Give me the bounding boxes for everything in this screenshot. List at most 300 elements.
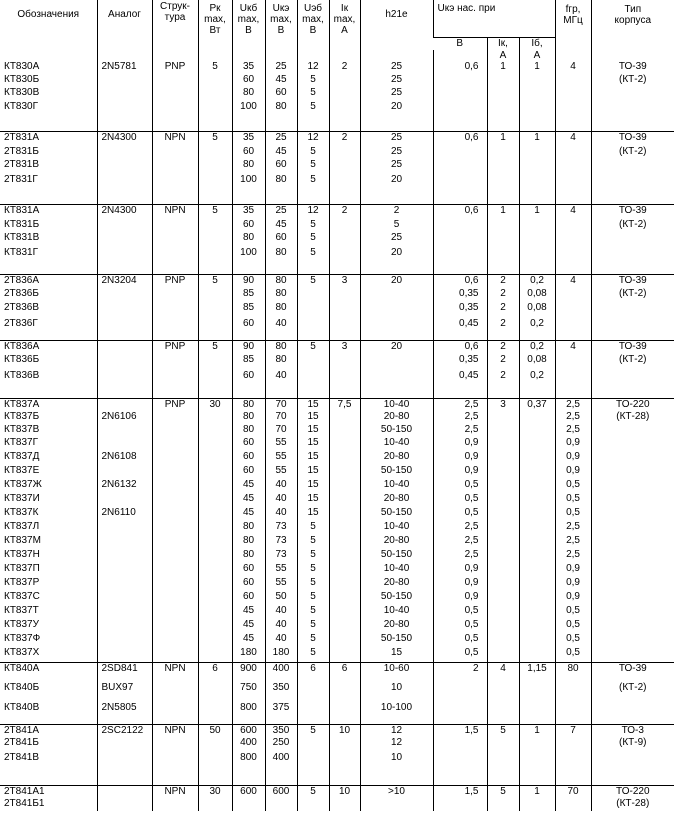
cell-structure: [152, 288, 198, 302]
cell-package: ТО-39: [591, 204, 674, 219]
cell-designation: КТ836Б: [4, 354, 40, 365]
cell-ik: [329, 232, 360, 247]
cell-pk: [198, 577, 232, 591]
cell-ft: [555, 682, 591, 702]
header-ik: Iк max, А: [329, 0, 360, 50]
cell-ic: [487, 437, 519, 451]
cell-structure: [152, 465, 198, 479]
cell-analog: [97, 549, 152, 563]
cell-designation: КТ837Н: [4, 549, 40, 560]
cell-ueb: 5: [297, 74, 329, 87]
cell-analog: [97, 785, 152, 798]
header-spacer: [97, 50, 152, 61]
cell-ik: [329, 411, 360, 424]
cell-structure: [152, 411, 198, 424]
cell-ft: [555, 354, 591, 370]
cell-ueb: 15: [297, 411, 329, 424]
cell-structure: [152, 479, 198, 493]
table-row: [0, 146, 674, 159]
cell-uke: 40: [265, 633, 297, 647]
header-spacer: [433, 50, 487, 61]
cell-ib: [519, 737, 555, 752]
cell-package: [591, 647, 674, 662]
cell-ukb: 80: [232, 398, 265, 411]
cell-vce-sat: 0,9: [433, 451, 487, 465]
cell-ic: [487, 521, 519, 535]
cell-ft: 0,9: [555, 451, 591, 465]
cell-ft: 80: [555, 662, 591, 682]
cell-ik: [329, 87, 360, 101]
cell-ueb: [297, 318, 329, 340]
cell-pk: [198, 535, 232, 549]
cell-ft: 0,5: [555, 493, 591, 507]
cell-uke: 55: [265, 465, 297, 479]
header-ueb: Uэб max, В: [297, 0, 329, 50]
cell-vce-sat: [433, 702, 487, 724]
cell-package: ТО-39: [591, 61, 674, 74]
cell-designation: КТ837И: [4, 493, 40, 504]
cell-vce-sat: 0,5: [433, 619, 487, 633]
table-row: [0, 737, 674, 752]
cell-ukb: 80: [232, 232, 265, 247]
cell-structure: [152, 219, 198, 232]
header-vcesat-group: Uкэ нас. при: [433, 0, 555, 38]
cell-uke: 350: [265, 724, 297, 737]
cell-ic: 2: [487, 354, 519, 370]
cell-pk: 30: [198, 785, 232, 798]
cell-vce-sat: 0,5: [433, 493, 487, 507]
cell-analog: [97, 370, 152, 398]
cell-ic: [487, 605, 519, 619]
table-header: [0, 0, 674, 61]
table-row: [0, 785, 674, 798]
cell-ueb: 12: [297, 204, 329, 219]
cell-ft: 0,9: [555, 437, 591, 451]
cell-ukb: 80: [232, 549, 265, 563]
cell-ib: [519, 74, 555, 87]
cell-ic: 1: [487, 61, 519, 74]
cell-uke: 350: [265, 682, 297, 702]
cell-ft: [555, 219, 591, 232]
cell-ukb: 90: [232, 340, 265, 354]
cell-ueb: 5: [297, 619, 329, 633]
cell-ik: [329, 507, 360, 521]
cell-ic: 1: [487, 204, 519, 219]
cell-pk: [198, 798, 232, 811]
table-row: [0, 232, 674, 247]
cell-ik: 3: [329, 340, 360, 354]
cell-ueb: 5: [297, 232, 329, 247]
header-spacer: [360, 50, 433, 61]
cell-ukb: 60: [232, 370, 265, 398]
cell-ik: 7,5: [329, 398, 360, 411]
cell-ukb: 45: [232, 493, 265, 507]
cell-pk: [198, 370, 232, 398]
cell-ueb: 5: [297, 247, 329, 274]
cell-ib: [519, 535, 555, 549]
cell-ik: 3: [329, 274, 360, 288]
cell-structure: PNP: [152, 61, 198, 74]
cell-uke: 60: [265, 87, 297, 101]
cell-analog: [97, 465, 152, 479]
cell-analog: [97, 159, 152, 174]
cell-ik: 2: [329, 61, 360, 74]
cell-analog: 2N5781: [97, 61, 152, 74]
cell-vce-sat: 0,6: [433, 204, 487, 219]
cell-structure: [152, 737, 198, 752]
table-row: [0, 493, 674, 507]
cell-pk: [198, 101, 232, 131]
cell-ic: [487, 174, 519, 204]
cell-designation: КТ837У: [4, 619, 39, 630]
cell-package: (КТ-2): [591, 354, 674, 370]
cell-ik: [329, 591, 360, 605]
cell-designation: КТ837Т: [4, 605, 39, 616]
cell-ueb: 5: [297, 274, 329, 288]
cell-ic: [487, 465, 519, 479]
cell-uke: 40: [265, 370, 297, 398]
cell-ic: [487, 752, 519, 785]
cell-structure: NPN: [152, 785, 198, 798]
cell-vce-sat: 0,45: [433, 370, 487, 398]
cell-h21e: 20-80: [360, 493, 433, 507]
cell-ueb: 5: [297, 340, 329, 354]
cell-ic: [487, 798, 519, 811]
cell-ic: [487, 451, 519, 465]
cell-analog: [97, 219, 152, 232]
cell-ueb: 5: [297, 159, 329, 174]
header-spacer: [265, 50, 297, 61]
cell-vce-sat: 0,35: [433, 302, 487, 318]
cell-package: [591, 318, 674, 340]
cell-ukb: 80: [232, 411, 265, 424]
cell-ukb: 85: [232, 302, 265, 318]
cell-vce-sat: 0,6: [433, 274, 487, 288]
cell-package: [591, 370, 674, 398]
cell-vce-sat: 0,5: [433, 605, 487, 619]
cell-ft: 2,5: [555, 424, 591, 437]
header-structure: Струк- тура: [152, 0, 198, 50]
cell-pk: [198, 493, 232, 507]
cell-ukb: 750: [232, 682, 265, 702]
cell-ft: [555, 146, 591, 159]
cell-structure: [152, 174, 198, 204]
cell-vce-sat: [433, 247, 487, 274]
cell-ukb: 80: [232, 87, 265, 101]
cell-ik: [329, 702, 360, 724]
cell-ik: [329, 74, 360, 87]
cell-ic: [487, 411, 519, 424]
cell-structure: [152, 507, 198, 521]
header-h21e: h21e: [360, 0, 433, 50]
cell-designation: 2Т836В: [4, 302, 40, 313]
cell-pk: [198, 521, 232, 535]
cell-pk: 50: [198, 724, 232, 737]
cell-h21e: 10-40: [360, 605, 433, 619]
cell-ik: [329, 752, 360, 785]
cell-ukb: 45: [232, 633, 265, 647]
table-body: [0, 61, 674, 811]
cell-ft: [555, 232, 591, 247]
cell-analog: 2N4300: [97, 204, 152, 219]
cell-structure: [152, 302, 198, 318]
cell-ukb: 80: [232, 424, 265, 437]
cell-uke: 25: [265, 204, 297, 219]
cell-ik: [329, 605, 360, 619]
cell-uke: 73: [265, 535, 297, 549]
cell-ft: 7: [555, 724, 591, 737]
cell-h21e: [360, 798, 433, 811]
cell-ueb: 5: [297, 535, 329, 549]
cell-ukb: 60: [232, 74, 265, 87]
cell-package: ТО-39: [591, 274, 674, 288]
cell-h21e: 10-40: [360, 437, 433, 451]
cell-ft: 0,9: [555, 577, 591, 591]
cell-package: [591, 563, 674, 577]
cell-ik: [329, 370, 360, 398]
cell-analog: [97, 737, 152, 752]
cell-pk: 5: [198, 131, 232, 146]
cell-ik: [329, 465, 360, 479]
cell-designation: КТ840Б: [4, 682, 40, 693]
cell-ic: [487, 507, 519, 521]
header-uke: Uкэ max, В: [265, 0, 297, 50]
header-spacer: А: [519, 50, 555, 61]
cell-vce-sat: [433, 798, 487, 811]
cell-structure: [152, 87, 198, 101]
cell-h21e: 10: [360, 752, 433, 785]
cell-h21e: 10-40: [360, 521, 433, 535]
cell-ic: [487, 737, 519, 752]
cell-ukb: 60: [232, 451, 265, 465]
cell-ib: [519, 87, 555, 101]
cell-analog: [97, 493, 152, 507]
cell-package: [591, 577, 674, 591]
cell-ib: 0,08: [519, 302, 555, 318]
cell-package: ТО-39: [591, 662, 674, 682]
cell-package: [591, 752, 674, 785]
cell-analog: 2N4300: [97, 131, 152, 146]
cell-designation: КТ837Г: [4, 437, 39, 448]
cell-h21e: 25: [360, 146, 433, 159]
table-row: [0, 354, 674, 370]
cell-package: (КТ-28): [591, 411, 674, 424]
cell-vce-sat: [433, 101, 487, 131]
cell-ueb: 5: [297, 563, 329, 577]
cell-h21e: 10-60: [360, 662, 433, 682]
cell-ueb: 5: [297, 633, 329, 647]
cell-h21e: 20: [360, 340, 433, 354]
cell-structure: [152, 354, 198, 370]
cell-ukb: 45: [232, 605, 265, 619]
cell-ib: [519, 521, 555, 535]
cell-structure: [152, 605, 198, 619]
cell-structure: [152, 437, 198, 451]
cell-ic: [487, 74, 519, 87]
cell-h21e: >10: [360, 785, 433, 798]
cell-ik: 2: [329, 204, 360, 219]
cell-ueb: 15: [297, 507, 329, 521]
cell-pk: [198, 354, 232, 370]
cell-uke: 40: [265, 493, 297, 507]
cell-ik: [329, 247, 360, 274]
cell-pk: [198, 647, 232, 662]
table-row: [0, 219, 674, 232]
cell-uke: 80: [265, 302, 297, 318]
cell-h21e: 20-80: [360, 411, 433, 424]
cell-package: (КТ-2): [591, 219, 674, 232]
header-name: Обозначения: [17, 9, 80, 20]
table-row: [0, 398, 674, 411]
cell-uke: 55: [265, 577, 297, 591]
cell-ib: [519, 752, 555, 785]
cell-ukb: 100: [232, 247, 265, 274]
cell-designation: КТ837С: [4, 591, 40, 602]
cell-ft: 4: [555, 274, 591, 288]
cell-ueb: [297, 370, 329, 398]
cell-vce-sat: [433, 219, 487, 232]
cell-designation: КТ837А: [0, 398, 97, 411]
cell-pk: [198, 288, 232, 302]
cell-pk: [198, 74, 232, 87]
cell-ic: [487, 633, 519, 647]
cell-ft: [555, 302, 591, 318]
cell-structure: [152, 74, 198, 87]
cell-uke: [265, 798, 297, 811]
cell-vce-sat: 0,9: [433, 437, 487, 451]
table-row: [0, 411, 674, 424]
cell-uke: 80: [265, 354, 297, 370]
cell-vce-sat: 0,35: [433, 288, 487, 302]
cell-ic: [487, 159, 519, 174]
cell-designation: КТ837П: [4, 563, 40, 574]
cell-uke: 55: [265, 437, 297, 451]
cell-pk: [198, 146, 232, 159]
cell-structure: [152, 370, 198, 398]
cell-analog: [97, 563, 152, 577]
cell-package: [591, 437, 674, 451]
cell-ik: [329, 682, 360, 702]
cell-h21e: 50-150: [360, 633, 433, 647]
cell-structure: [152, 318, 198, 340]
cell-ib: [519, 159, 555, 174]
table-row: [0, 702, 674, 724]
cell-package: ТО-220: [591, 785, 674, 798]
cell-structure: [152, 798, 198, 811]
cell-designation: КТ830В: [4, 87, 40, 98]
cell-ib: [519, 507, 555, 521]
cell-ft: 4: [555, 340, 591, 354]
cell-ib: [519, 577, 555, 591]
cell-pk: [198, 159, 232, 174]
cell-pk: [198, 302, 232, 318]
cell-ft: [555, 370, 591, 398]
cell-designation: КТ837Д: [4, 451, 40, 462]
table-row: [0, 619, 674, 633]
header-spacer: [232, 50, 265, 61]
cell-analog: [97, 247, 152, 274]
cell-vce-sat: 2: [433, 662, 487, 682]
cell-ic: [487, 682, 519, 702]
cell-h21e: 50-150: [360, 424, 433, 437]
cell-ukb: 100: [232, 174, 265, 204]
cell-pk: [198, 752, 232, 785]
cell-ib: [519, 465, 555, 479]
table-row: [0, 549, 674, 563]
table-row: [0, 605, 674, 619]
cell-ic: [487, 549, 519, 563]
cell-ft: 0,5: [555, 647, 591, 662]
cell-uke: 25: [265, 61, 297, 74]
cell-ueb: 15: [297, 424, 329, 437]
cell-h21e: 20: [360, 247, 433, 274]
cell-ueb: [297, 288, 329, 302]
cell-ukb: 45: [232, 619, 265, 633]
cell-ib: 1: [519, 131, 555, 146]
cell-h21e: 20-80: [360, 535, 433, 549]
cell-structure: [152, 577, 198, 591]
cell-uke: 70: [265, 398, 297, 411]
cell-ik: [329, 354, 360, 370]
cell-designation: КТ837Р: [4, 577, 40, 588]
table-row: [0, 465, 674, 479]
cell-vce-sat: [433, 159, 487, 174]
cell-vce-sat: 0,6: [433, 131, 487, 146]
header-ft: fгр, МГц: [555, 0, 591, 50]
cell-ueb: 5: [297, 101, 329, 131]
table-row: [0, 479, 674, 493]
cell-designation: КТ837Л: [4, 521, 40, 532]
cell-ukb: 100: [232, 101, 265, 131]
cell-ueb: [297, 752, 329, 785]
cell-h21e: 25: [360, 74, 433, 87]
table-row: [0, 370, 674, 398]
cell-ukb: 45: [232, 479, 265, 493]
cell-designation: 2Т836Г: [4, 318, 38, 329]
cell-h21e: 10-100: [360, 702, 433, 724]
cell-uke: 400: [265, 662, 297, 682]
cell-uke: 60: [265, 232, 297, 247]
table-row: [0, 159, 674, 174]
cell-ukb: 80: [232, 535, 265, 549]
cell-ib: [519, 682, 555, 702]
cell-ueb: 5: [297, 219, 329, 232]
cell-ik: [329, 493, 360, 507]
cell-ft: [555, 702, 591, 724]
cell-analog: [97, 424, 152, 437]
cell-ik: [329, 437, 360, 451]
cell-package: (КТ-2): [591, 288, 674, 302]
cell-structure: [152, 702, 198, 724]
cell-designation: КТ837М: [4, 535, 41, 546]
cell-structure: PNP: [152, 398, 198, 411]
cell-ft: 2,5: [555, 411, 591, 424]
cell-structure: PNP: [152, 274, 198, 288]
cell-ft: [555, 74, 591, 87]
cell-structure: [152, 101, 198, 131]
cell-ik: [329, 798, 360, 811]
cell-ik: [329, 619, 360, 633]
cell-uke: 50: [265, 591, 297, 605]
cell-vce-sat: [433, 146, 487, 159]
cell-ueb: 5: [297, 591, 329, 605]
cell-analog: [97, 101, 152, 131]
cell-designation: КТ831Г: [4, 247, 39, 258]
cell-ft: 0,9: [555, 563, 591, 577]
cell-ib: [519, 219, 555, 232]
table-row: [0, 591, 674, 605]
cell-ft: [555, 247, 591, 274]
